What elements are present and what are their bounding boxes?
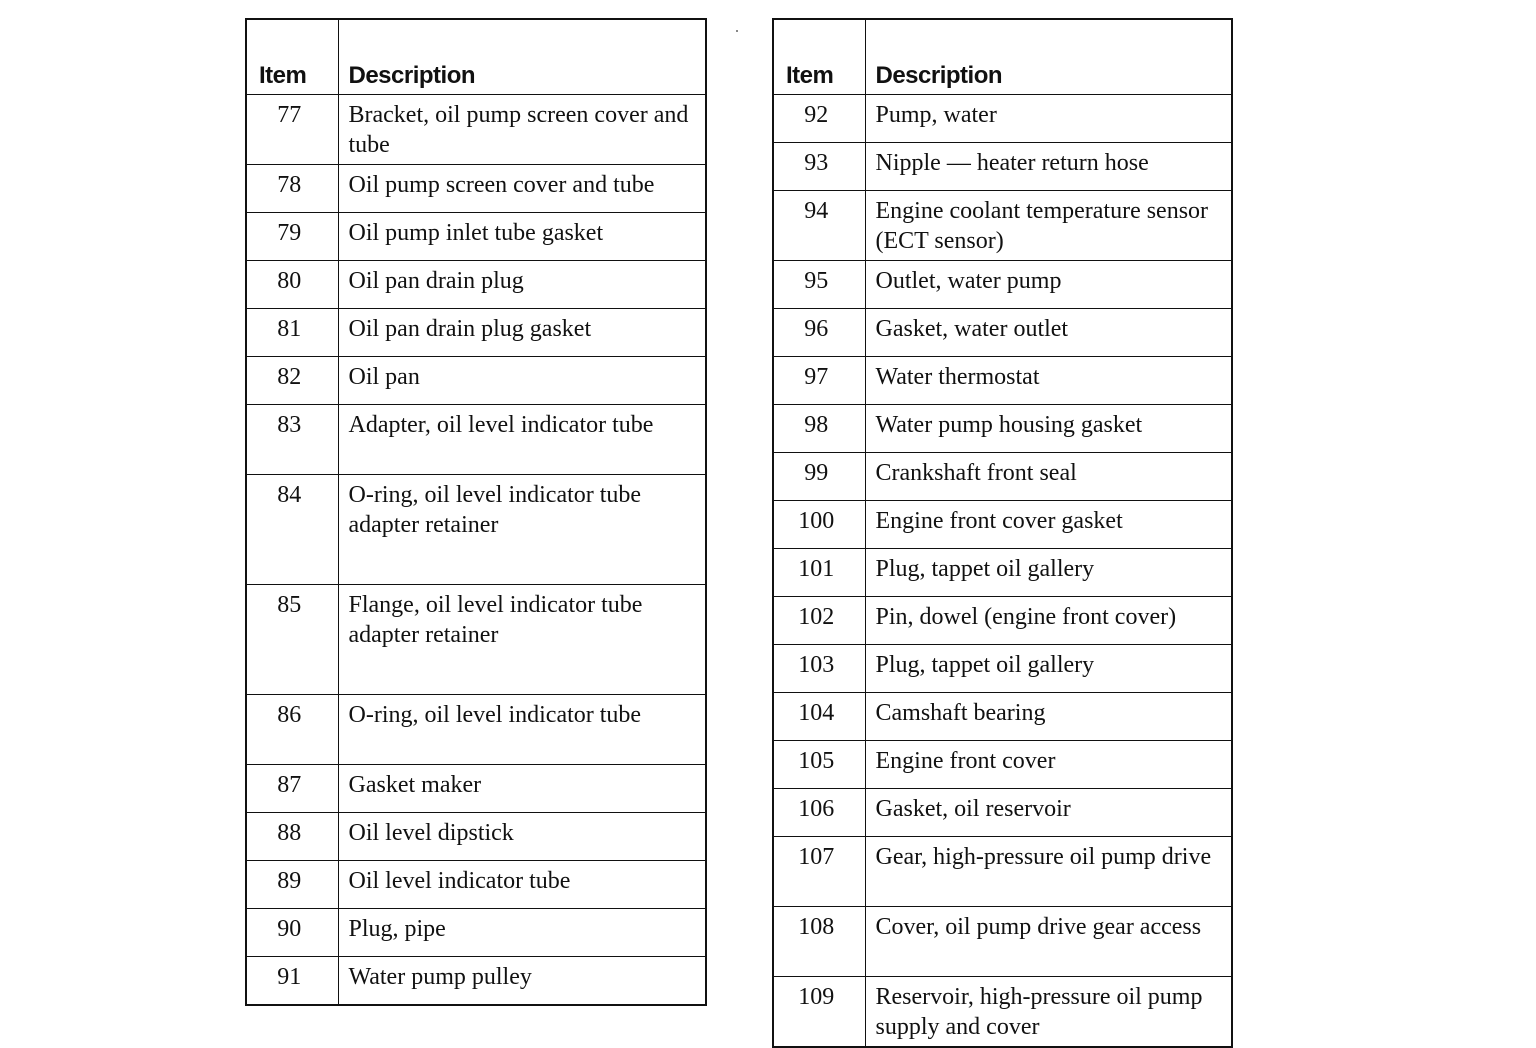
table-row: [246, 957, 706, 1006]
table-row: [773, 261, 1232, 309]
item-number: 78: [246, 165, 338, 213]
table-row: [246, 95, 706, 165]
item-number: 108: [773, 907, 865, 977]
table-row: [246, 309, 706, 357]
item-description: Oil level indicator tube: [338, 861, 706, 909]
item-number: 92: [773, 95, 865, 143]
item-description: Water pump housing gasket: [865, 405, 1232, 453]
item-number: 97: [773, 357, 865, 405]
item-description: Adapter, oil level indicator tube: [338, 405, 706, 475]
table-row: [246, 585, 706, 695]
item-number: 104: [773, 693, 865, 741]
item-description: Engine coolant temperature sensor (ECT sensor): [865, 191, 1232, 261]
item-description: Reservoir, high-pressure oil pump supply and cover: [865, 977, 1232, 1048]
table-row: [773, 977, 1232, 1048]
item-number: 85: [246, 585, 338, 695]
table-row: [246, 765, 706, 813]
header-row: [246, 19, 706, 95]
item-number: 96: [773, 309, 865, 357]
table-row: [246, 861, 706, 909]
table-row: [246, 909, 706, 957]
item-number: 105: [773, 741, 865, 789]
table-row: [246, 695, 706, 765]
table-row: [246, 813, 706, 861]
item-description: Oil pan: [338, 357, 706, 405]
table-row: [773, 453, 1232, 501]
item-number: 99: [773, 453, 865, 501]
item-description: Engine front cover: [865, 741, 1232, 789]
item-description: Bracket, oil pump screen cover and tube: [338, 95, 706, 165]
item-number: 98: [773, 405, 865, 453]
table-row: [773, 789, 1232, 837]
table-row: [246, 405, 706, 475]
item-number: 93: [773, 143, 865, 191]
table-row: [773, 907, 1232, 977]
parts-table-left: [245, 18, 707, 1006]
item-description: Oil pan drain plug: [338, 261, 706, 309]
item-number: 81: [246, 309, 338, 357]
header-row: [773, 19, 1232, 95]
item-number: 83: [246, 405, 338, 475]
item-number: 91: [246, 957, 338, 1006]
table-row: [773, 143, 1232, 191]
item-description: O-ring, oil level indicator tube: [338, 695, 706, 765]
item-description: Crankshaft front seal: [865, 453, 1232, 501]
item-number: 95: [773, 261, 865, 309]
item-description: Oil pump screen cover and tube: [338, 165, 706, 213]
item-number: 109: [773, 977, 865, 1048]
item-description: Gasket maker: [338, 765, 706, 813]
table-row: [246, 261, 706, 309]
scan-speck: [736, 30, 738, 32]
item-description: O-ring, oil level indicator tube adapter retainer: [338, 475, 706, 585]
item-number: 90: [246, 909, 338, 957]
item-column-header: Item: [246, 19, 338, 95]
table-row: [773, 309, 1232, 357]
item-number: 79: [246, 213, 338, 261]
table-row: [773, 645, 1232, 693]
item-description: Flange, oil level indicator tube adapter retainer: [338, 585, 706, 695]
table-row: [773, 95, 1232, 143]
item-description: Cover, oil pump drive gear access: [865, 907, 1232, 977]
item-number: 88: [246, 813, 338, 861]
item-description: Engine front cover gasket: [865, 501, 1232, 549]
item-number: 106: [773, 789, 865, 837]
item-description: Plug, tappet oil gallery: [865, 645, 1232, 693]
item-number: 87: [246, 765, 338, 813]
table-row: [773, 741, 1232, 789]
item-description: Plug, pipe: [338, 909, 706, 957]
item-number: 101: [773, 549, 865, 597]
item-description: Nipple — heater return hose: [865, 143, 1232, 191]
table-row: [773, 693, 1232, 741]
item-number: 107: [773, 837, 865, 907]
table-row: [246, 213, 706, 261]
item-description: Pin, dowel (engine front cover): [865, 597, 1232, 645]
parts-table-right: [772, 18, 1233, 1048]
item-number: 100: [773, 501, 865, 549]
table-row: [773, 191, 1232, 261]
description-column-header: Description: [865, 19, 1232, 95]
item-description: Camshaft bearing: [865, 693, 1232, 741]
item-number: 102: [773, 597, 865, 645]
table-row: [773, 837, 1232, 907]
item-number: 82: [246, 357, 338, 405]
item-column-header: Item: [773, 19, 865, 95]
item-number: 80: [246, 261, 338, 309]
item-number: 89: [246, 861, 338, 909]
table-row: [773, 405, 1232, 453]
table-row: [246, 357, 706, 405]
item-number: 84: [246, 475, 338, 585]
item-description: Gasket, oil reservoir: [865, 789, 1232, 837]
item-number: 94: [773, 191, 865, 261]
table-row: [773, 549, 1232, 597]
item-description: Water pump pulley: [338, 957, 706, 1006]
table-row: [773, 597, 1232, 645]
item-description: Outlet, water pump: [865, 261, 1232, 309]
item-description: Gasket, water outlet: [865, 309, 1232, 357]
item-number: 86: [246, 695, 338, 765]
item-description: Gear, high-pressure oil pump drive: [865, 837, 1232, 907]
item-description: Plug, tappet oil gallery: [865, 549, 1232, 597]
item-number: 103: [773, 645, 865, 693]
table-row: [246, 165, 706, 213]
table-row: [773, 357, 1232, 405]
description-column-header: Description: [338, 19, 706, 95]
item-description: Oil pan drain plug gasket: [338, 309, 706, 357]
item-description: Oil pump inlet tube gasket: [338, 213, 706, 261]
table-row: [773, 501, 1232, 549]
item-description: Water thermostat: [865, 357, 1232, 405]
item-number: 77: [246, 95, 338, 165]
item-description: Oil level dipstick: [338, 813, 706, 861]
item-description: Pump, water: [865, 95, 1232, 143]
table-row: [246, 475, 706, 585]
